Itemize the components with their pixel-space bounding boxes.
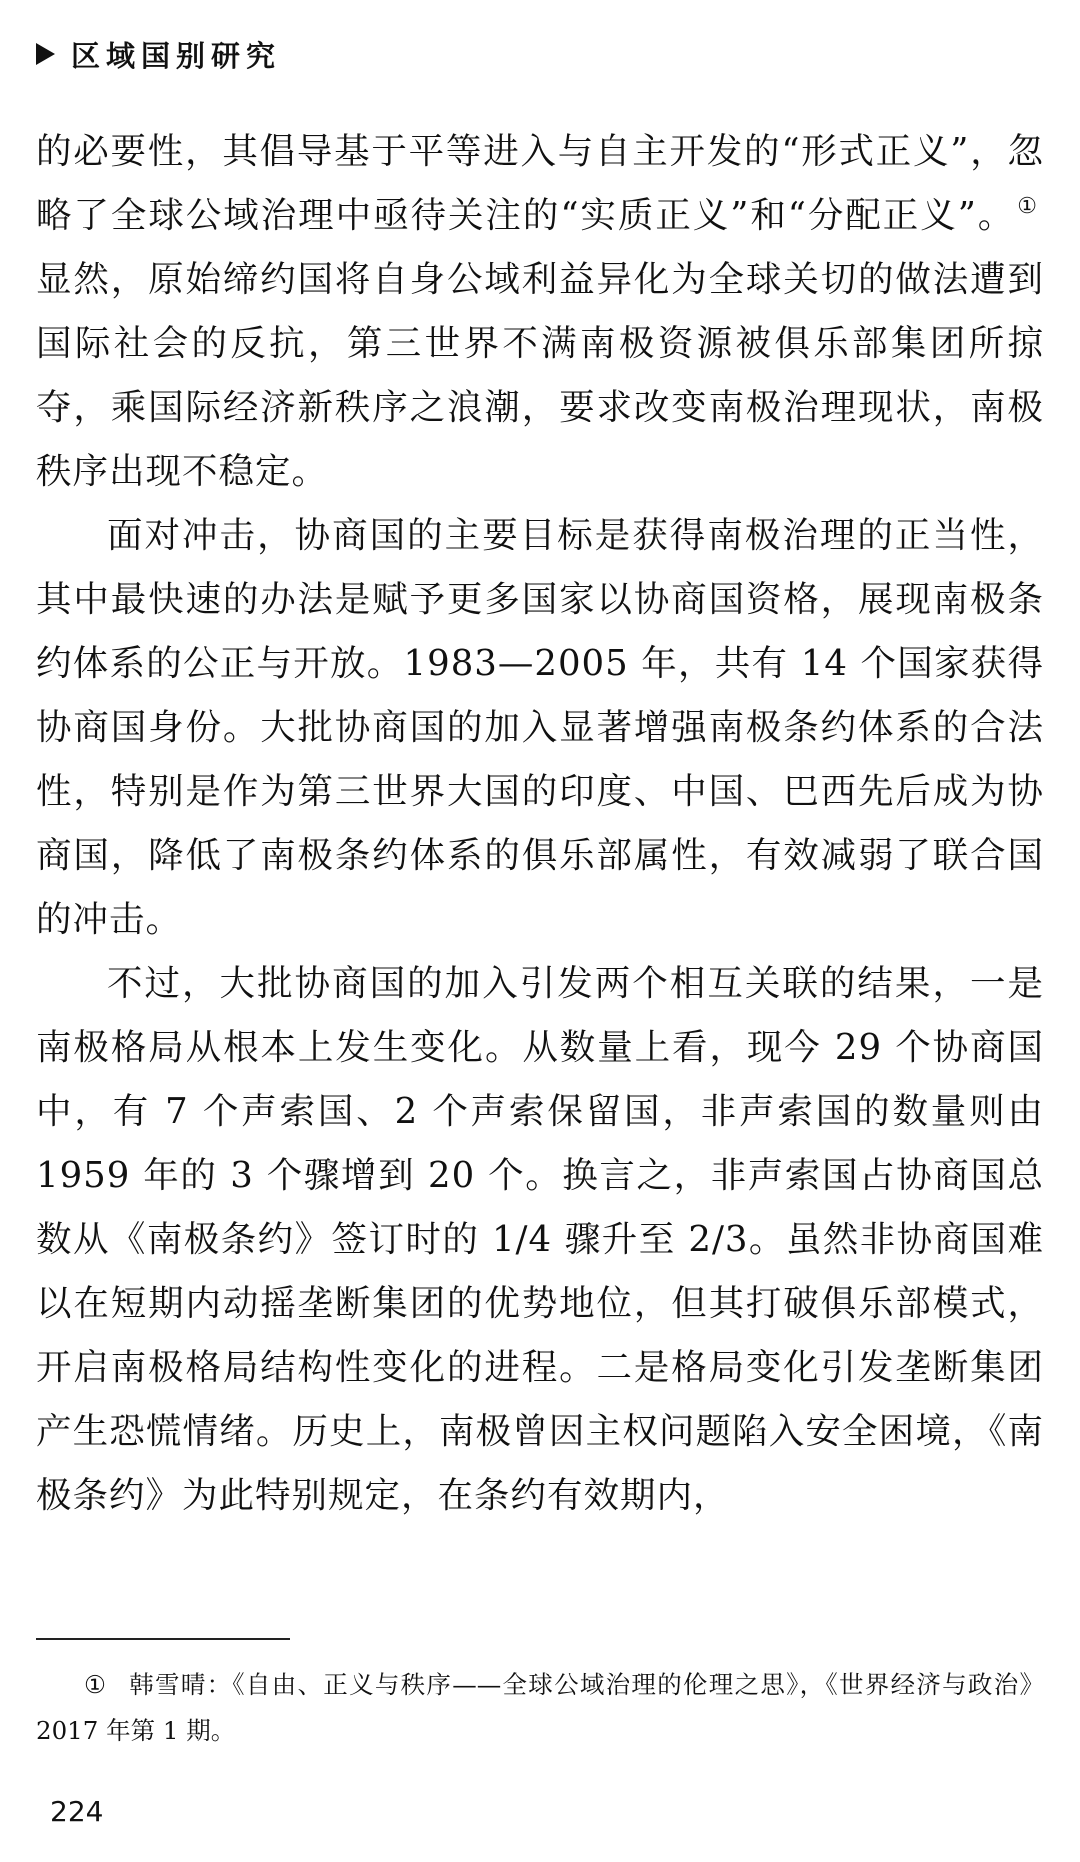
paragraph-3: 不过，大批协商国的加入引发两个相互关联的结果，一是南极格局从根本上发生变化。从数量上看，现今 29 个协商国中，有 7 个声索国、2 个声索保留国，非声索国的数量则由 1959 年的 3 个骤增到 20 个。换言之，非声索国占协商国总数从《南极条约》签订时的 1/4 骤升至 2/3。虽然非协商国难以在短期内动摇垄断集团的优势地位，但其打破俱乐部模式，开启南极格局结构性变化的进程。二是格局变化引发垄断集团产生恐慌情绪。历史上，南极曾因主权问题陷入安全困境，《南极条约》为此特别规定，在条约有效期内， <box>36 963 1044 1516</box>
paragraph-1-part-b: 显然，原始缔约国将自身公域利益异化为全球关切的做法遭到国际社会的反抗，第三世界不满南极资源被俱乐部集团所掠夺，乘国际经济新秩序之浪潮，要求改变南极治理现状，南极秩序出现不稳定。 <box>36 259 1044 492</box>
running-header <box>36 34 281 74</box>
main-text <box>36 120 1044 1528</box>
section-title: 区域国别研究 <box>71 38 282 73</box>
paragraph-1-part-a: 的必要性，其倡导基于平等进入与自主开发的“形式正义”，忽略了全球公域治理中亟待关注的“实质正义”和“分配正义”。 <box>36 131 1044 236</box>
page-number: 224 <box>50 1795 104 1828</box>
paragraph-2: 面对冲击，协商国的主要目标是获得南极治理的正当性，其中最快速的办法是赋予更多国家以协商国资格，展现南极条约体系的公正与开放。1983—2005 年，共有 14 个国家获得协商国身份。大批协商国的加入显著增强南极条约体系的合法性，特别是作为第三世界大国的印度、中国、巴西先后成为协商国，降低了南极条约体系的俱乐部属性，有效减弱了联合国的冲击。 <box>36 515 1044 940</box>
footnote-divider <box>36 1638 290 1640</box>
footnote <box>36 1662 1044 1754</box>
footnote-number: ① <box>84 1670 106 1699</box>
triangle-right-icon <box>36 43 55 65</box>
footnote-reference[interactable]: ① <box>1017 194 1038 219</box>
paragraph-1 <box>36 120 1044 504</box>
footnote-text: 韩雪晴：《自由、正义与秩序——全球公域治理的伦理之思》，《世界经济与政治》2017 年第 1 期。 <box>36 1670 1044 1745</box>
